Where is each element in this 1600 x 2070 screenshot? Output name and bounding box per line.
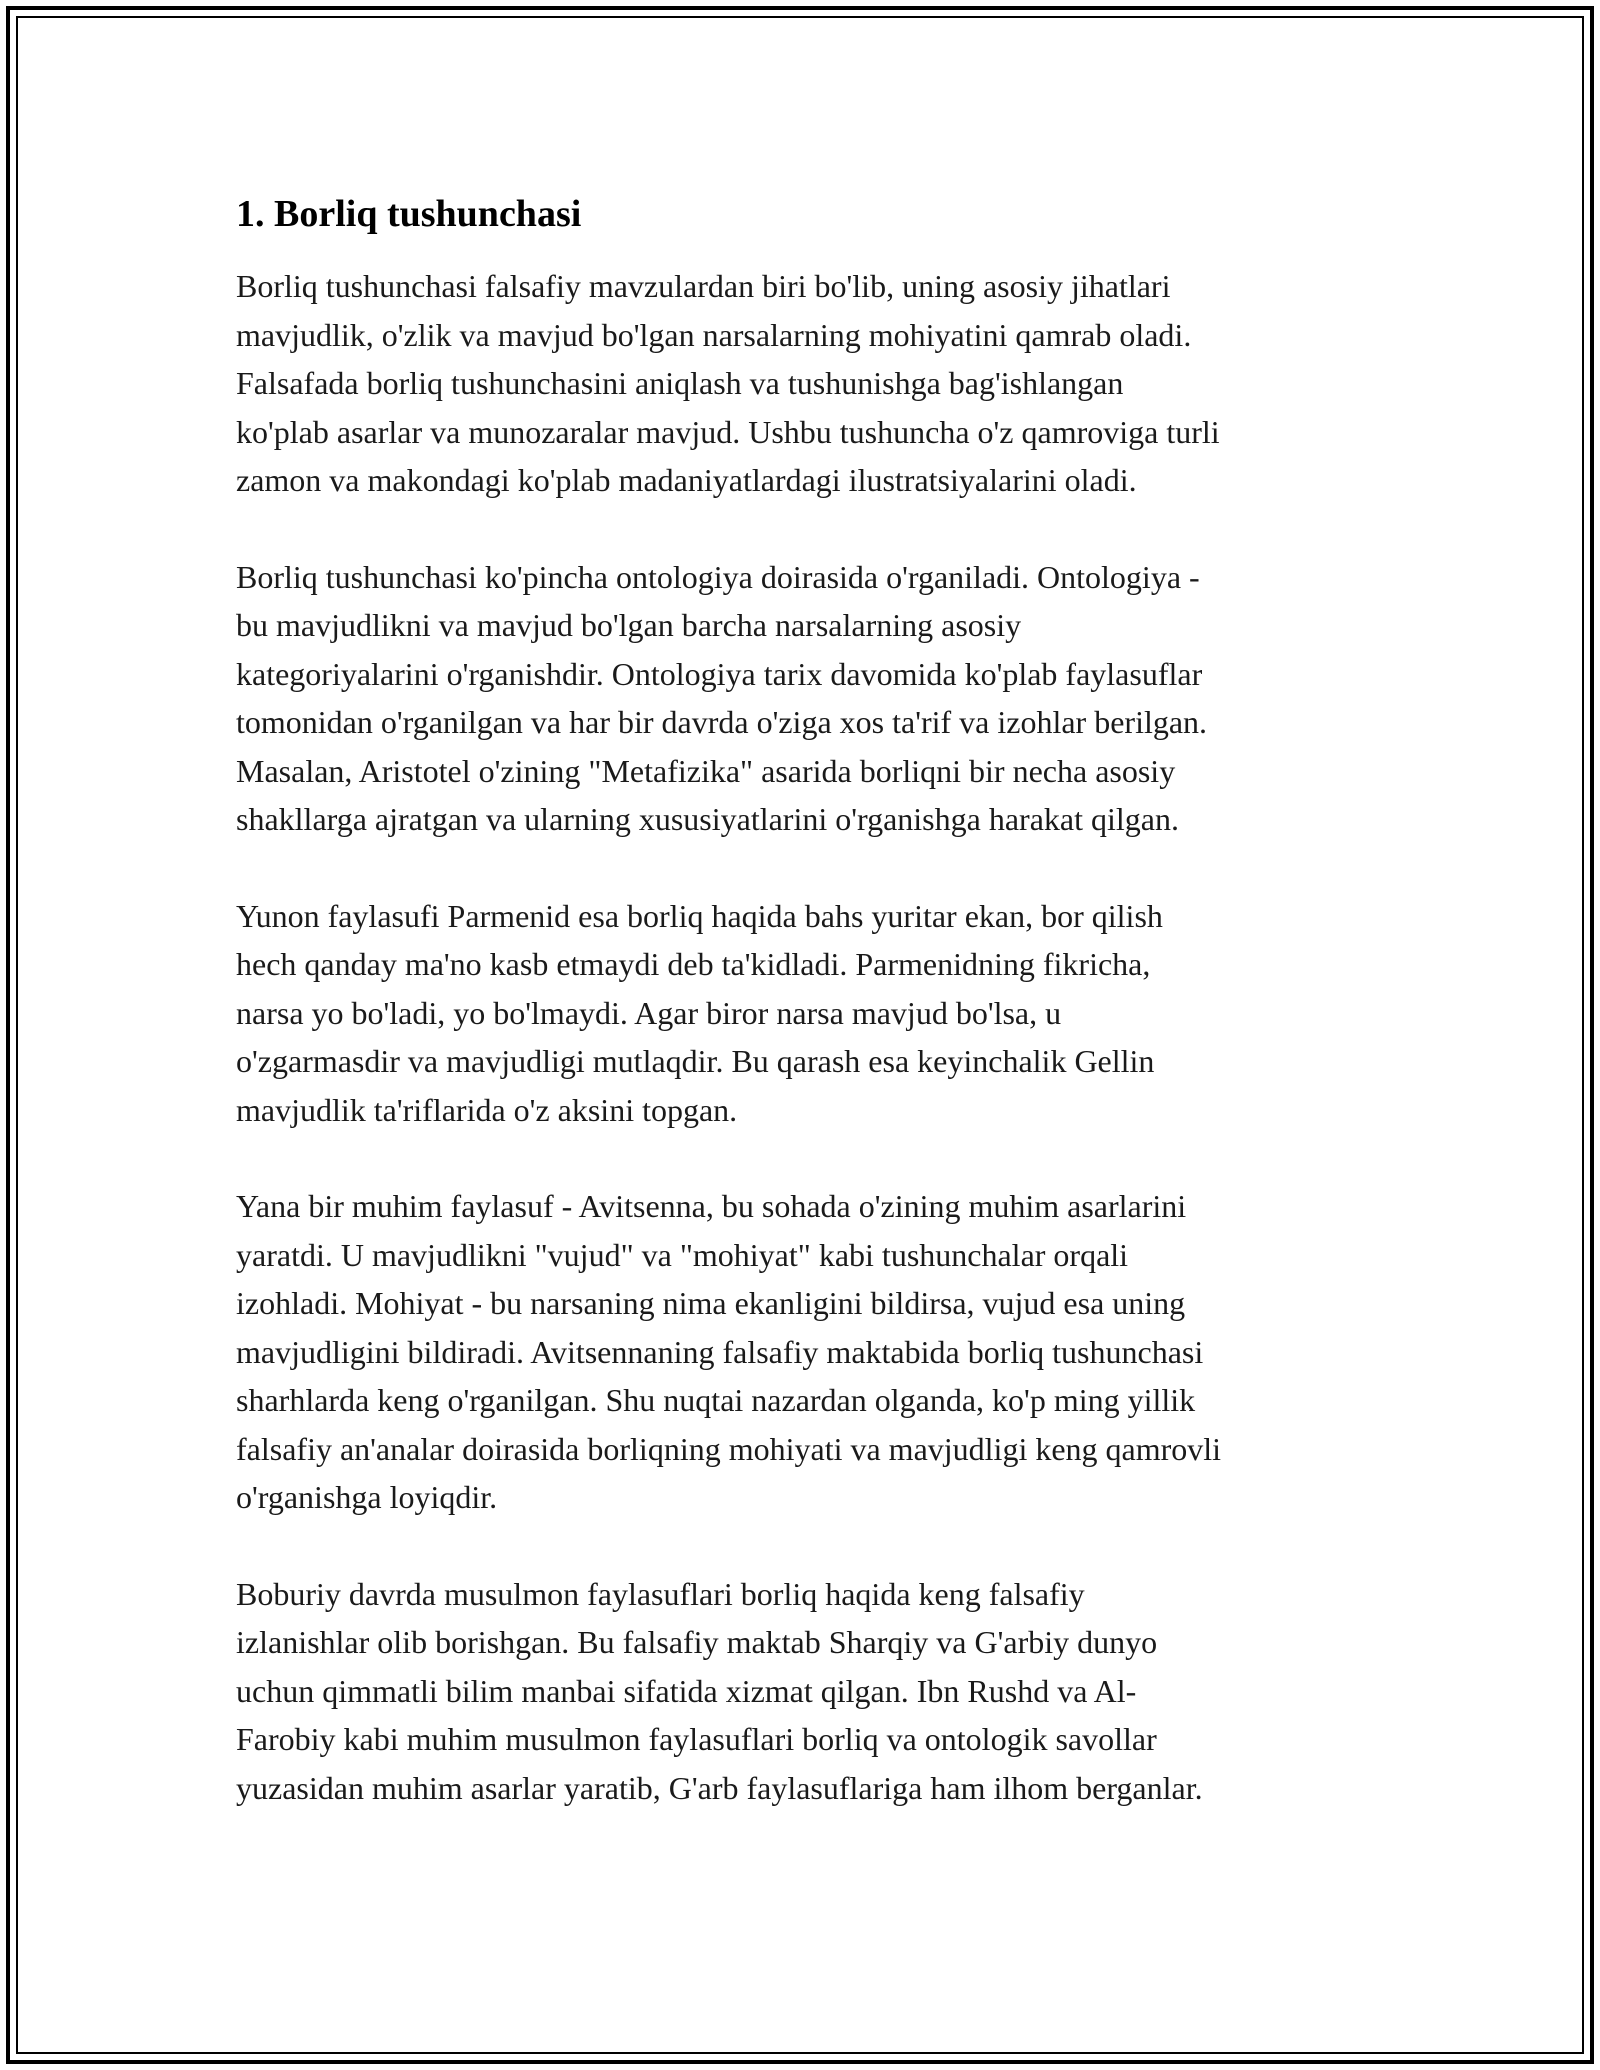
document-body (236, 186, 1376, 1860)
section-heading: 1. Borliq tushunchasi (236, 193, 582, 235)
paragraph-1: Borliq tushunchasi falsafiy mavzulardan biri bo'lib, uning asosiy jihatlari mavjudlik, o'zlik va mavjud bo'lgan narsalarning mohiyatini qamrab oladi. Falsafada borliq tushunchasini aniqlash va tushunishga bag'ishlangan ko'plab asarlar va munozaralar mavjud. Ushbu tushuncha o'z qamroviga turli zamon va makondagi ko'plab madaniyatlardagi ilustratsiyalarini oladi. (236, 268, 1220, 498)
paragraph-4: Yana bir muhim faylasuf - Avitsenna, bu sohada o'zining muhim asarlarini yaratdi. U mavjudlikni "vujud" va "mohiyat" kabi tushunchalar orqali izohladi. Mohiyat - bu narsaning nima ekanligini bildirsa, vujud esa uning mavjudligini bildiradi. Avitsennaning falsafiy maktabida borliq tushunchasi sharhlarda keng o'rganilgan. Shu nuqtai nazardan olganda, ko'p ming yillik falsafiy an'analar doirasida borliqning mohiyati va mavjudligi keng qamrovli o'rganishga loyiqdir. (236, 1188, 1222, 1515)
paragraph-2: Borliq tushunchasi ko'pincha ontologiya doirasida o'rganiladi. Ontologiya - bu mavjudlikni va mavjud bo'lgan barcha narsalarning asosiy kategoriyalarini o'rganishdir. Ontologiya tarix davomida ko'plab faylasuflar tomonidan o'rganilgan va har bir davrda o'ziga xos ta'rif va izohlar berilgan. Masalan, Aristotel o'zining "Metafizika" asarida borliqni bir necha asosiy shakllarga ajratgan va ularning xususiyatlarini o'rganishga harakat qilgan. (236, 558, 1208, 837)
paragraph-3: Yunon faylasufi Parmenid esa borliq haqida bahs yuritar ekan, bor qilish hech qanday ma'no kasb etmaydi deb ta'kidladi. Parmenidning fikricha, narsa yo bo'ladi, yo bo'lmaydi. Agar biror narsa mavjud bo'lsa, u o'zgarmasdir va mavjudligi mutlaqdir. Bu qarash esa keyinchalik Gellin mavjudlik ta'riflarida o'z aksini topgan. (236, 897, 1163, 1128)
paragraph-5: Boburiy davrda musulmon faylasuflari borliq haqida keng falsafiy izlanishlar olib borishgan. Bu falsafiy maktab Sharqiy va G'arbiy dunyo uchun qimmatli bilim manbai sifatida xizmat qilgan. Ibn Rushd va Al- Farobiy kabi muhim musulmon faylasuflari borliq va ontologik savollar yuzasidan muhim asarlar yaratib, G'arb faylasuflariga ham ilhom berganlar. (236, 1575, 1203, 1806)
